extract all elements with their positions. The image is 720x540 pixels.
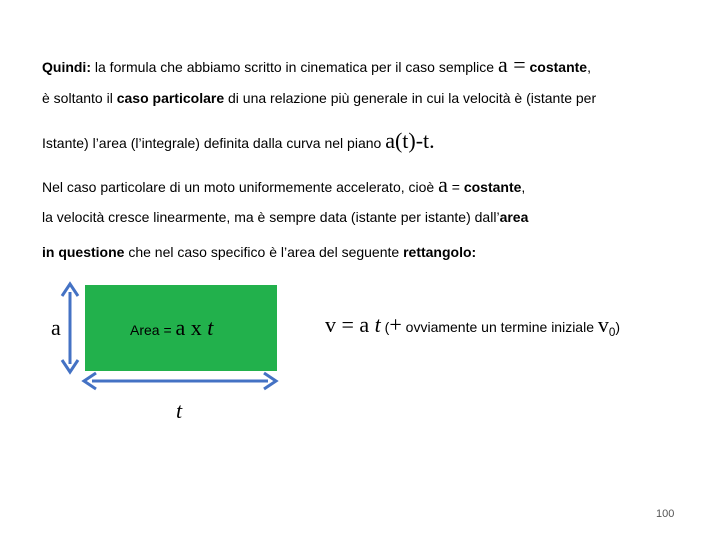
area-t: t (207, 315, 214, 340)
line6-bold-2: rettangolo: (403, 244, 477, 260)
formula-paren-open: ( (380, 319, 390, 335)
line4-expression: a (438, 172, 448, 197)
line3-text: Istante) l’area (l’integrale) definita dalla curva nel piano (42, 135, 386, 151)
formula-v0: v (597, 312, 609, 337)
line1-tail: costante (525, 59, 588, 75)
line1-text: la formula che abbiamo scritto in cinematica per il caso semplice (91, 59, 498, 75)
line5-bold: area (499, 209, 529, 225)
formula-expression: v = a (325, 312, 375, 337)
line6-bold: in questione (42, 244, 125, 260)
line3-expression: a(t)-t. (385, 128, 435, 153)
formula-paren-close: ) (615, 319, 621, 335)
line1-expression: a = (497, 52, 526, 77)
line4-text: Nel caso particolare di un moto uniformemente accelerato, cioè (42, 179, 439, 195)
line1-punct: , (587, 59, 591, 75)
line6-text: che nel caso specifico è l’area del seguente (124, 244, 404, 260)
line4-equals: = (447, 179, 464, 195)
line2-text-b: di una relazione più generale in cui la velocità è (istante per (224, 90, 597, 106)
formula-text: ovviamente un termine iniziale (401, 319, 598, 335)
t-side-label: t (176, 398, 183, 423)
velocity-formula (325, 312, 620, 339)
page-number: 100 (656, 508, 675, 520)
formula-t: t (374, 312, 381, 337)
line4-bold: costante (463, 179, 522, 195)
a-side-label: a (51, 315, 61, 340)
line5-text: la velocità cresce linearmente, ma è sempre data (istante per istante) dall’ (42, 209, 500, 225)
area-expression: a x (175, 315, 208, 340)
area-prefix: Area = (130, 322, 176, 338)
formula-plus: + (389, 312, 402, 337)
lead-word: Quindi: (42, 59, 91, 75)
line2-bold: caso particolare (116, 90, 225, 106)
formula-v0-subscript: 0 (608, 325, 616, 339)
line2-text-a: è soltanto il (42, 90, 117, 106)
line4-punct: , (521, 179, 526, 195)
